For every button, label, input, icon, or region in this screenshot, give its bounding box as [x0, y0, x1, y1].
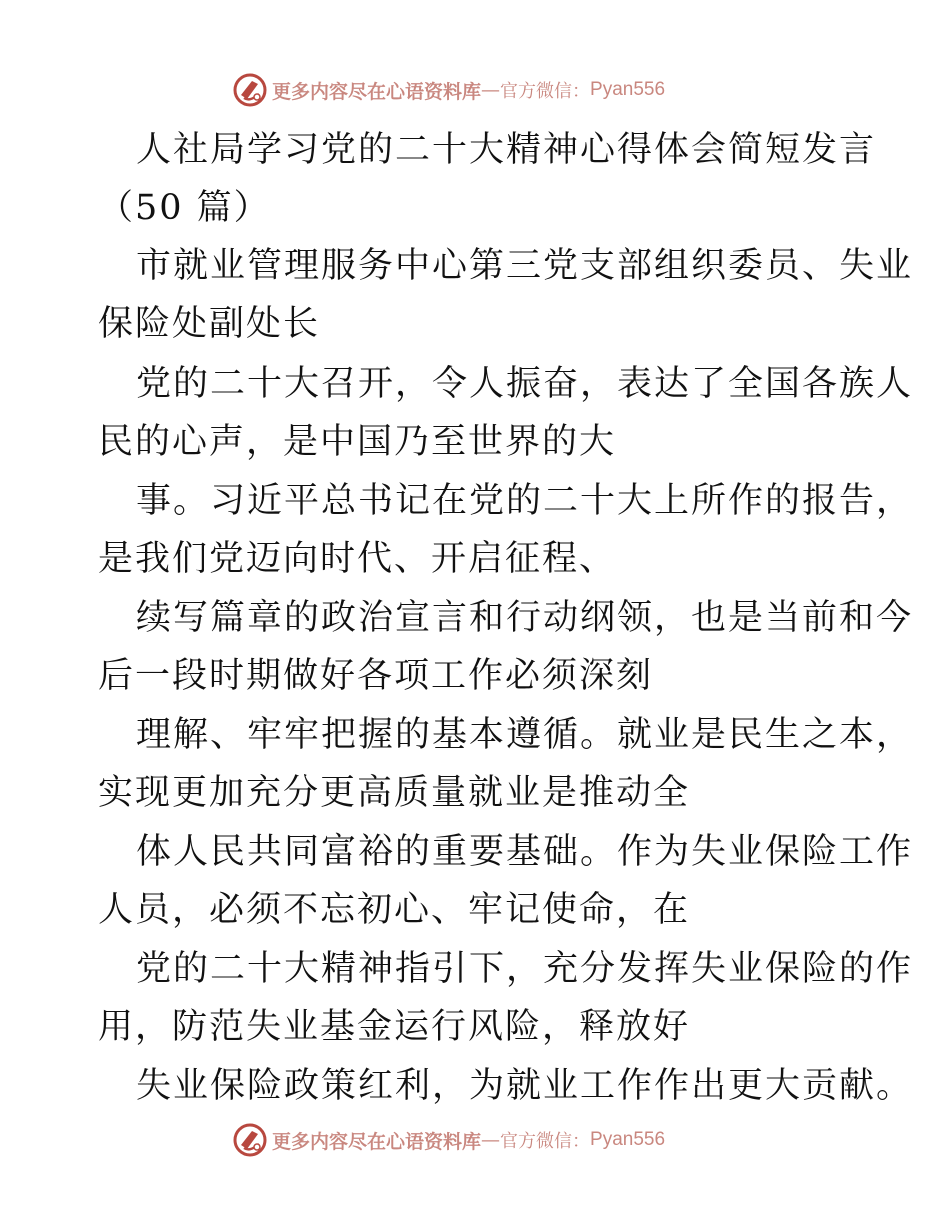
body-line: 失业保险政策红利，为就业工作作出更大贡献。 [136, 1066, 914, 1106]
body-line: 是我们党迈向时代、开启征程、 [98, 539, 617, 579]
book-logo-icon [232, 72, 268, 108]
doc-title-line-1: 人社局学习党的二十大精神心得体会简短发言 [136, 130, 877, 170]
body-line: 人员，必须不忘初心、牢记使命，在 [98, 890, 691, 930]
author-line-2: 保险处副处长 [98, 304, 321, 344]
body-line: 事。习近平总书记在党的二十大上所作的报告， [136, 481, 914, 521]
book-logo-icon [232, 1122, 268, 1158]
body-line: 后一段时期做好各项工作必须深刻 [98, 656, 654, 696]
body-line: 实现更加充分更高质量就业是推动全 [98, 773, 691, 813]
body-line: 体人民共同富裕的重要基础。作为失业保险工作 [136, 832, 914, 872]
body-line: 理解、牢牢把握的基本遵循。就业是民生之本， [136, 715, 914, 755]
doc-title-line-2: （50 篇） [98, 188, 271, 228]
author-line-1: 市就业管理服务中心第三党支部组织委员、失业 [136, 246, 914, 286]
body-line: 党的二十大召开，令人振奋，表达了全国各族人 [136, 364, 914, 404]
banner-wechat-id: Pyan556 [590, 79, 666, 100]
footer-banner [232, 1120, 665, 1160]
body-line: 民的心声，是中国乃至世界的大 [98, 422, 617, 462]
header-banner [232, 70, 665, 110]
body-line: 用，防范失业基金运行风险，释放好 [98, 1007, 691, 1047]
banner-title: 更多内容尽在心语资料库 [272, 1130, 482, 1153]
body-line: 续写篇章的政治宣言和行动纲领，也是当前和今 [136, 598, 914, 638]
banner-title: 更多内容尽在心语资料库 [272, 80, 482, 103]
banner-dash: — [481, 1129, 501, 1151]
banner-wechat-label: 官方微信： [500, 1131, 591, 1152]
banner-wechat-label: 官方微信： [500, 81, 591, 102]
banner-dash: — [481, 79, 501, 101]
body-line: 党的二十大精神指引下，充分发挥失业保险的作 [136, 949, 914, 989]
banner-wechat-id: Pyan556 [590, 1129, 666, 1150]
